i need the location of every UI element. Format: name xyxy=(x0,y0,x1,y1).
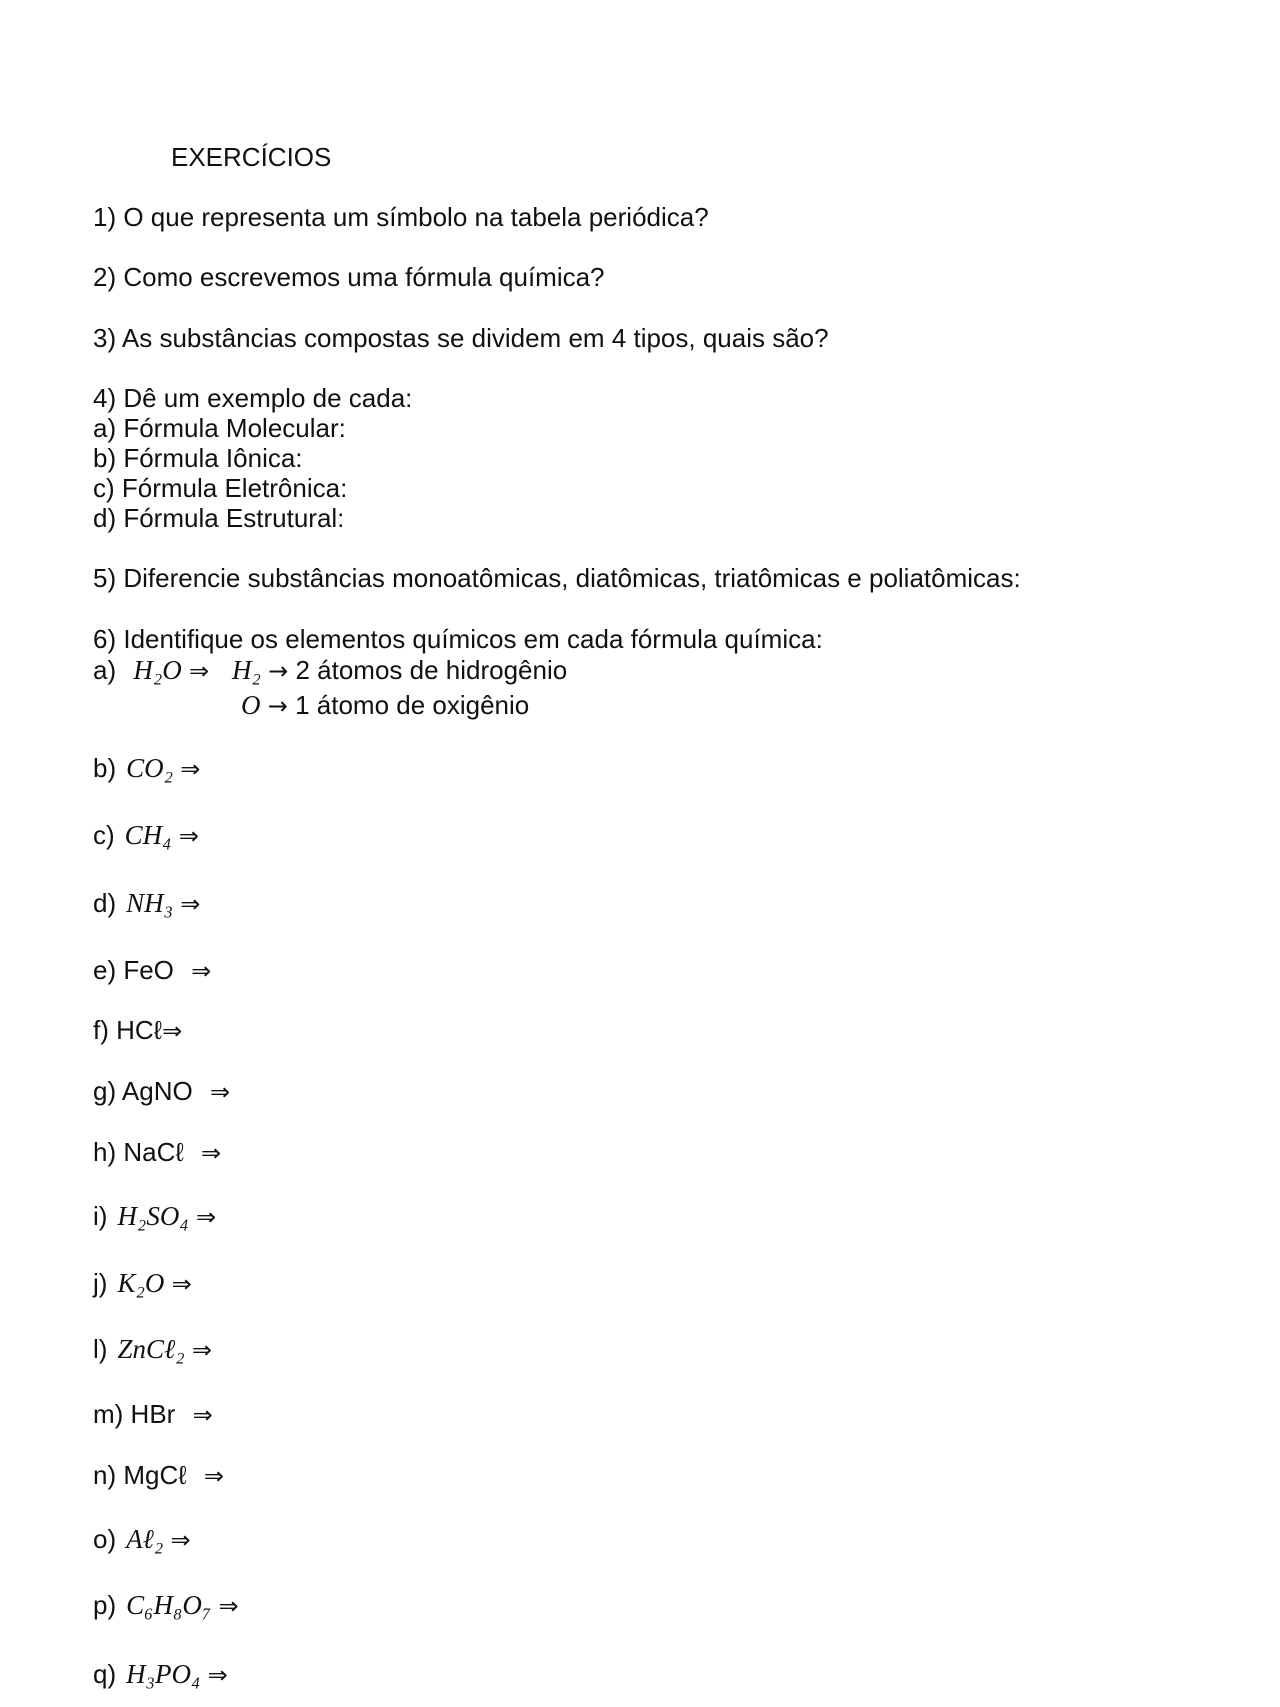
example-part-2 xyxy=(241,690,529,721)
item-p xyxy=(93,1590,239,1621)
implies-arrow: ⇒ xyxy=(170,1526,191,1554)
implies-arrow: ⇒ xyxy=(180,890,201,918)
item-label: o) xyxy=(93,1524,117,1554)
implies-arrow: ⇒ xyxy=(178,822,199,850)
implies-arrow: ⇒ xyxy=(191,1336,212,1364)
item-label: m) HBr xyxy=(93,1399,176,1429)
item-l xyxy=(93,1334,212,1365)
question-5: 5) Diferencie substâncias monoatômicas, diatômicas, triatômicas e poliatômicas: xyxy=(93,563,1021,593)
example-label: a) xyxy=(93,655,117,685)
item-label: p) xyxy=(93,1590,117,1620)
item-o xyxy=(93,1524,191,1555)
item-label: e) FeO xyxy=(93,955,174,985)
item-formula: ZnCℓ₂ xyxy=(117,1334,185,1364)
question-3: 3) As substâncias compostas se dividem em 4 tipos, quais são? xyxy=(93,323,829,353)
question-6: 6) Identifique os elementos químicos em cada fórmula química: xyxy=(93,624,823,654)
right-arrow: → xyxy=(267,692,288,720)
implies-arrow: ⇒ xyxy=(218,1592,239,1620)
item-f xyxy=(93,1015,182,1046)
item-label: g) AgNO xyxy=(93,1076,193,1106)
item-j xyxy=(93,1268,192,1299)
question-4: 4) Dê um exemplo de cada: xyxy=(93,383,413,413)
item-label: j) xyxy=(93,1268,108,1298)
implies-arrow: ⇒ xyxy=(209,1078,231,1106)
implies-arrow: ⇒ xyxy=(162,1017,183,1045)
question-2: 2) Como escrevemos uma fórmula química? xyxy=(93,262,605,292)
item-c xyxy=(93,820,199,851)
implies-arrow: ⇒ xyxy=(188,657,210,685)
item-i xyxy=(93,1201,216,1232)
item-label: n) MgCℓ xyxy=(93,1460,187,1490)
example-part1-symbol: H₂ xyxy=(232,655,261,685)
implies-arrow: ⇒ xyxy=(201,1139,222,1167)
question-4d: d) Fórmula Estrutural: xyxy=(93,503,345,533)
item-formula: C₆H₈O₇ xyxy=(126,1590,212,1620)
item-m xyxy=(93,1399,213,1430)
example-row xyxy=(93,655,209,686)
item-formula: K₂O xyxy=(117,1268,165,1298)
item-label: i) xyxy=(93,1201,108,1231)
item-formula: H₃PO₄ xyxy=(126,1659,201,1689)
example-part-1 xyxy=(232,655,567,686)
item-q xyxy=(93,1659,228,1690)
implies-arrow: ⇒ xyxy=(171,1270,192,1298)
item-label: l) xyxy=(93,1334,108,1364)
item-label: q) xyxy=(93,1659,117,1689)
example-part2-symbol: O xyxy=(241,690,261,720)
item-h xyxy=(93,1137,221,1168)
example-part2-text: 1 átomo de oxigênio xyxy=(295,690,530,720)
item-label: f) HCℓ xyxy=(93,1015,163,1045)
implies-arrow: ⇒ xyxy=(207,1661,228,1689)
implies-arrow: ⇒ xyxy=(192,1401,213,1429)
right-arrow: → xyxy=(268,657,289,685)
example-formula: H₂O xyxy=(133,655,182,685)
page-title: EXERCÍCIOS xyxy=(171,142,332,172)
implies-arrow: ⇒ xyxy=(195,1203,217,1231)
question-1: 1) O que representa um símbolo na tabela periódica? xyxy=(93,202,709,232)
item-label: c) xyxy=(93,820,115,850)
item-g xyxy=(93,1076,230,1107)
implies-arrow: ⇒ xyxy=(203,1462,224,1490)
item-label: b) xyxy=(93,753,117,783)
question-4b: b) Fórmula Iônica: xyxy=(93,443,303,473)
item-label: h) NaCℓ xyxy=(93,1137,184,1167)
question-4c: c) Fórmula Eletrônica: xyxy=(93,473,348,503)
question-4a: a) Fórmula Molecular: xyxy=(93,413,346,443)
example-part1-text: 2 átomos de hidrogênio xyxy=(295,655,568,685)
item-formula: H₂SO₄ xyxy=(117,1201,189,1231)
item-e xyxy=(93,955,211,986)
item-label: d) xyxy=(93,888,117,918)
item-d xyxy=(93,888,200,919)
item-formula: CO₂ xyxy=(126,753,174,783)
item-n xyxy=(93,1460,224,1491)
item-formula: CH₄ xyxy=(124,820,172,850)
implies-arrow: ⇒ xyxy=(191,957,212,985)
implies-arrow: ⇒ xyxy=(180,755,201,783)
item-formula: NH₃ xyxy=(126,888,174,918)
item-formula: Aℓ₂ xyxy=(126,1524,164,1554)
item-b xyxy=(93,753,200,784)
